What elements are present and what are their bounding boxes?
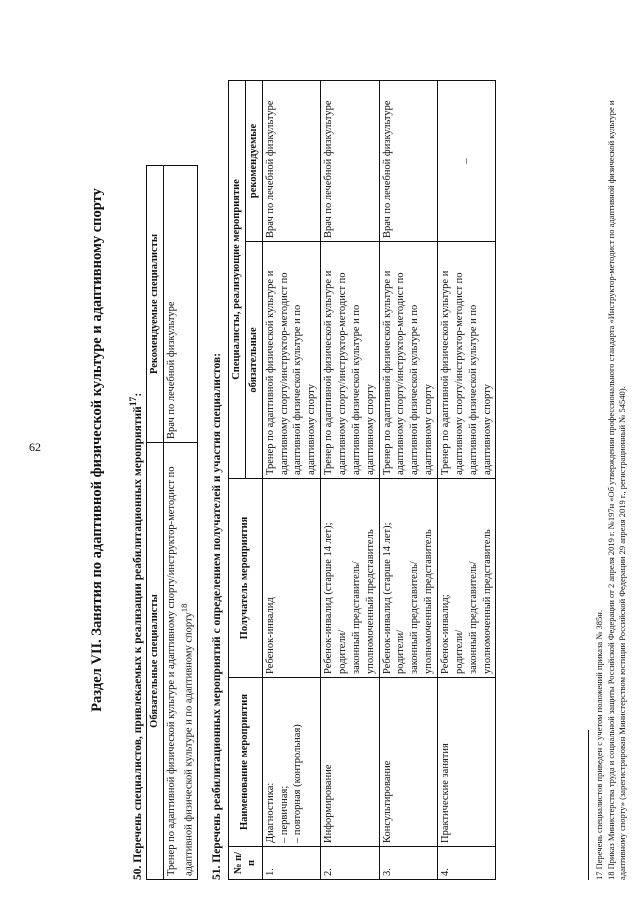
table-row <box>379 81 437 880</box>
row-recommended: – <box>438 81 496 242</box>
section-title: Раздел VII. Занятия по адаптивной физической культуре и адаптивному спорту <box>89 188 105 712</box>
row-recipient: Ребенок-инвалид; родители/ законный представитель/ уполномоченный представитель <box>438 479 496 678</box>
header-required-specialists: Обязательные специалисты <box>147 443 164 880</box>
header-num: № п/п <box>229 847 263 880</box>
header-specialists: Специалисты, реализующие мероприятие <box>229 81 246 479</box>
section50-heading: 50. Перечень специалистов, привлекаемых к реализации реабилитационных мероприятий$^{17}$: <box>128 392 144 880</box>
row-required: Тренер по адаптивной физической культуре и адаптивному спорту/инструктор-методист по адаптивной физической культуре и по адаптивному спорту <box>379 242 437 479</box>
subitem: – повторная (контрольная) <box>291 681 305 843</box>
header-recommended: рекомендуемые <box>245 81 262 242</box>
specialists-table <box>146 165 198 880</box>
page-number: 62 <box>29 440 41 454</box>
table-row <box>438 81 496 880</box>
section51-heading: 51. Перечень реабилитационных мероприятий с определением получателей и участия специалистов: <box>211 352 223 880</box>
row-recipient: Ребенок-инвалид (старше 14 лет); родители/ законный представитель/ уполномоченный представитель <box>321 479 379 678</box>
row-recipient: Ребенок-инвалид (старше 14 лет); родители/ законный представитель/ уполномоченный представитель <box>379 479 437 678</box>
row-required: Тренер по адаптивной физической культуре и адаптивному спорту/инструктор-методист по адаптивной физической культуре и по адаптивному спорту <box>438 242 496 479</box>
row-measure-name: Практические занятия <box>438 678 496 847</box>
recommended-specialists-cell: Врач по лечебной физкультуре <box>163 166 197 443</box>
footnote-17: 17 Перечень специалистов приведен с учетом положений приказа № 385н. <box>594 610 604 880</box>
row-measure-name: Информирование <box>321 678 379 847</box>
row-recipient: Ребенок-инвалид <box>262 479 320 678</box>
rotated-page-content <box>88 20 640 880</box>
table-row <box>321 81 379 880</box>
row-measure-name: Консультирование <box>379 678 437 847</box>
header-recipient: Получатель мероприятия <box>229 479 263 678</box>
subitem: – первичная; <box>278 681 292 843</box>
row-num: 2. <box>321 847 379 880</box>
row-recommended: Врач по лечебной физкультуре <box>321 81 379 242</box>
required-specialists-cell: Тренер по адаптивной физической культуре и адаптивному спорту/инструктор-методист по адаптивной физической культуре и по адаптивному спорту$^{18}$ <box>163 443 197 880</box>
footnote-divider <box>588 730 589 880</box>
header-recommended-specialists: Рекомендуемые специалисты <box>147 166 164 443</box>
measures-table <box>228 80 496 880</box>
header-measure-name: Наименование мероприятия <box>229 678 263 847</box>
row-num: 1. <box>262 847 320 880</box>
header-required: обязательные <box>245 242 262 479</box>
row-measure-name: Диагностика: – первичная; – повторная (контрольная) <box>262 678 320 847</box>
row-num: 4. <box>438 847 496 880</box>
row-required: Тренер по адаптивной физической культуре и адаптивному спорту/инструктор-методист по адаптивной физической культуре и по адаптивному спорту <box>262 242 320 479</box>
row-num: 3. <box>379 847 437 880</box>
row-required: Тренер по адаптивной физической культуре и адаптивному спорту/инструктор-методист по адаптивной физической культуре и по адаптивному спорту <box>321 242 379 479</box>
table-row <box>262 81 320 880</box>
footnote-18: 18 Приказ Министерства труда и социальной защиты Российской Федерации от 2 апреля 2019 г. №197н «Об утверждении профессионального стандарта «Инструктор-методист по адаптивной физической культуре и адаптивному спорту» (зарегистрирован Министерством юстиции Российской Федерации 29 апреля 2019 г., регистрационный № 54540). <box>606 100 627 880</box>
row-recommended: Врач по лечебной физкультуре <box>379 81 437 242</box>
row-recommended: Врач по лечебной физкультуре <box>262 81 320 242</box>
